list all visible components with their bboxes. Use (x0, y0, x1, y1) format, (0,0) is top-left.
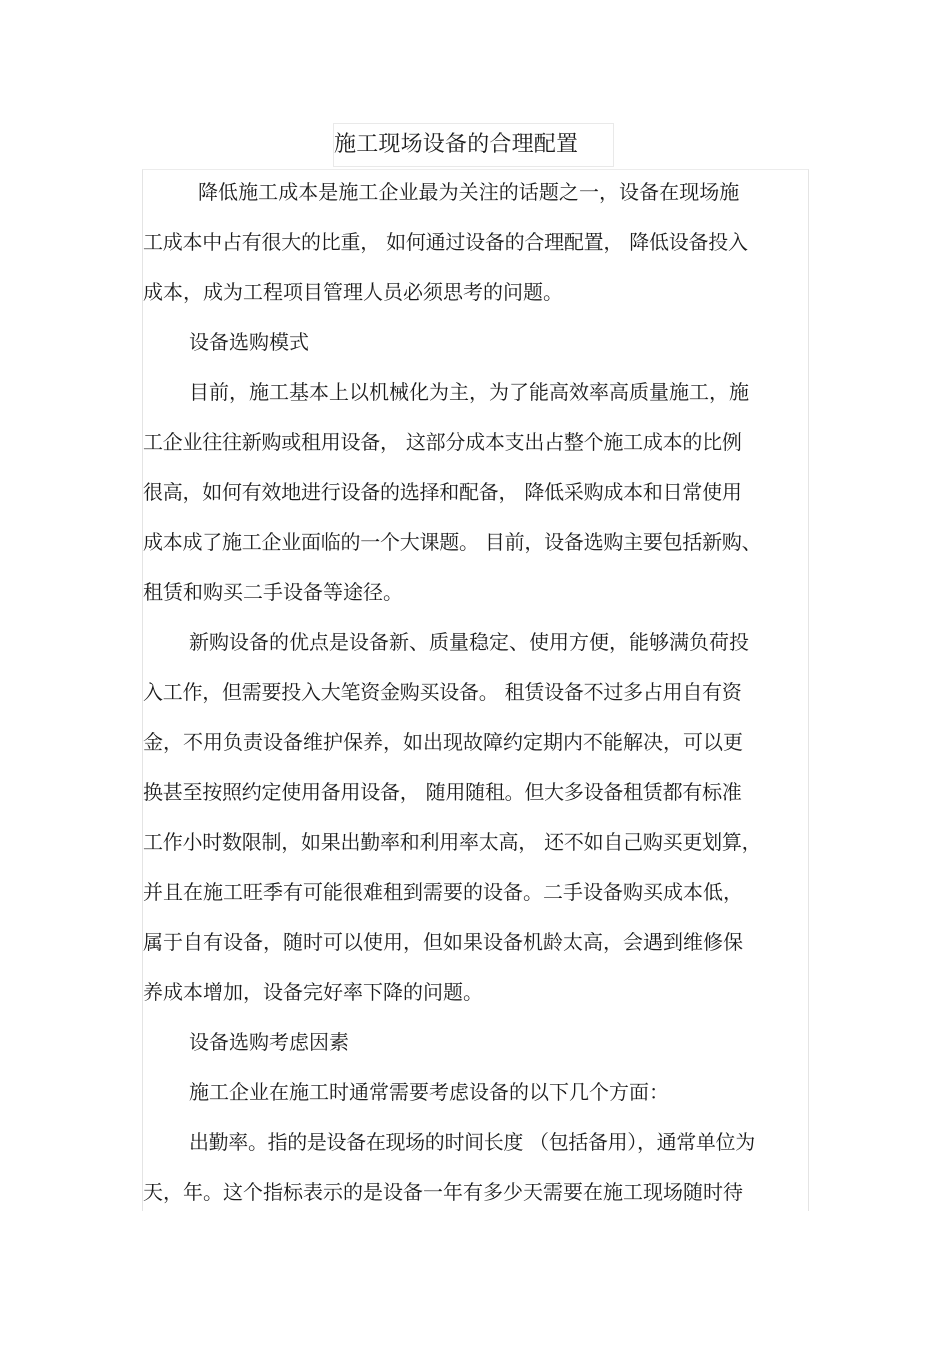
paragraph-line: 目前，施工基本上以机械化为主，为了能高效率高质量施工，施 (189, 380, 749, 404)
paragraph-line: 工成本中占有很大的比重， 如何通过设备的合理配置， 降低设备投入 (143, 230, 748, 254)
paragraph-line: 工企业往往新购或租用设备， 这部分成本支出占整个施工成本的比例 (143, 430, 742, 454)
paragraph-line: 成本，成为工程项目管理人员必须思考的问题。 (143, 280, 563, 304)
paragraph-line: 天，年。这个指标表示的是设备一年有多少天需要在施工现场随时待 (143, 1180, 743, 1204)
paragraph-line: 降低施工成本是施工企业最为关注的话题之一，设备在现场施 (198, 180, 740, 204)
paragraph-line: 新购设备的优点是设备新、质量稳定、使用方便，能够满负荷投 (189, 630, 749, 654)
paragraph-line: 金，不用负责设备维护保养，如出现故障约定期内不能解决，可以更 (143, 730, 743, 754)
paragraph-line: 成本成了施工企业面临的一个大课题。 目前，设备选购主要包括新购、 (143, 530, 762, 554)
paragraph-line: 租赁和购买二手设备等途径。 (143, 580, 403, 604)
paragraph-line: 很高，如何有效地进行设备的选择和配备， 降低采购成本和日常使用 (143, 480, 742, 504)
paragraph-line: 并且在施工旺季有可能很难租到需要的设备。二手设备购买成本低， (143, 880, 743, 904)
document-title: 施工现场设备的合理配置 (334, 132, 579, 157)
section-heading: 设备选购模式 (189, 330, 309, 354)
paragraph-line: 出勤率。指的是设备在现场的时间长度 （包括备用），通常单位为 (189, 1130, 755, 1154)
paragraph-line: 属于自有设备，随时可以使用，但如果设备机龄太高，会遇到维修保 (143, 930, 743, 954)
section-heading: 设备选购考虑因素 (189, 1030, 349, 1054)
paragraph-line: 工作小时数限制，如果出勤率和利用率太高， 还不如自己购买更划算， (143, 830, 762, 854)
paragraph-line: 入工作，但需要投入大笔资金购买设备。 租赁设备不过多占用自有资 (143, 680, 742, 704)
paragraph-line: 换甚至按照约定使用备用设备， 随用随租。但大多设备租赁都有标准 (143, 780, 742, 804)
paragraph-line: 施工企业在施工时通常需要考虑设备的以下几个方面： (189, 1080, 669, 1104)
paragraph-line: 养成本增加，设备完好率下降的问题。 (143, 980, 483, 1004)
